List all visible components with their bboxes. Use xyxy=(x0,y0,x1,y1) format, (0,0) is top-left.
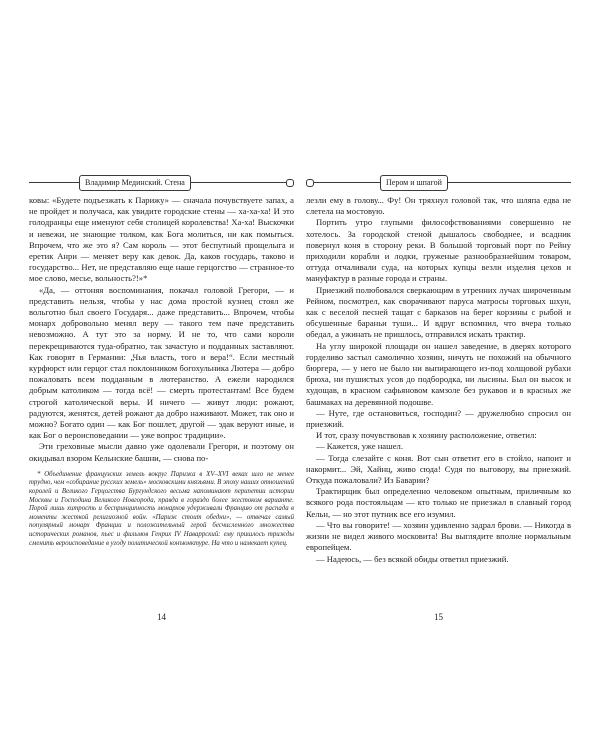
header-title: Пером и шпагой xyxy=(380,175,448,191)
right-running-header xyxy=(306,176,571,188)
paragraph: — Надеюсь, — без всякой обиды ответил приезжий. xyxy=(316,553,509,564)
paragraph: — Что вы говорите! — хозяин удивленно задрал брови. — Никогда в жизни не видел живого московита! Вы выглядите вполне нормальным европейцем. xyxy=(306,519,571,553)
header-title: Владимир Мединский. Стена xyxy=(79,175,191,191)
page-number: 14 xyxy=(157,612,166,622)
header-ornament xyxy=(286,179,294,187)
paragraph: Портить утро глупыми философствованиями совершенно не хотелось. За городской стеной дышалось свободнее, и всадник повернул коня в сторону реки. В большой торговый порт по Рейну приходили корабли и лодки, груженые разнообразнейшим товаром, оттуда отчаливали суда, на которых купцы везли изделия цехов и мануфактур в разные города и страны. xyxy=(306,217,571,284)
paragraph: «Да, — оттоняя воспоминания, покачал головой Грегори, — и представить нельзя, чтобы у нас дома простой кузнец стоял же вольготно был своего Государя... даже представить... Впрочем, чтобы монарх добровольно менял веру — такого тем паче представить невозможно. А тут это за норму. И не то, что сами короли перекрещиваются туда-обратно, так зачастую и подданных заставляют. Как говорят в Германии: „Чья власть, того и вера!“. Если местный курфюрст или герцог стал поклонником богохульника Лютера — добро пожаловать всем подданным в лютеранство. А ежели народился добрым католиком — тогда всё! — смерть протестантам! Все будем строгой католической веры. И ничего — живут люди: рожают, радуются, женятся, детей рожают да добро наживают. Может, так оно и можно? Богато один — как Бог пошлет, другой — эдак веруют иные, и как Бог о вероисповедании — уже вопрос традиции». xyxy=(29,284,294,441)
left-page xyxy=(29,176,294,622)
paragraph: Трактирщик был определенно человеком опытным, приличным ко всякого рода постояльцам — кто только не приезжал в славный город Кельн, — но этот путник все его изумил. xyxy=(306,486,571,519)
left-running-header xyxy=(29,176,294,188)
footnote xyxy=(29,471,294,548)
paragraph: — Нуте, где остановиться, господин? — дружелюбно спросил он приезжий. xyxy=(306,407,571,430)
left-body-text xyxy=(29,195,294,464)
right-page xyxy=(306,176,571,622)
footnote-text: * Объединение французских земель вокруг Парижа в XV–XVI веках шло не менее трудно, чем «собирание русских земель» московскими князьями. В эпоху наших отношений королей и Великого Герцогства Бургундского весьма напоминают перипетии истории Москвы и Господина Великого Новгорода, правда в гораздо более жестоком варианте. Порой лишь хитрость и беспринципность монархов удерживали Францию от распада в моменты жесткой религиозной войн. «Париж стоит обедни», — отвечал самый популярный монарх Франции и положительный герой бесчисленного множества исторических романов, пьес и фильмов Генрих IV Наваррский: ему пришлось трижды сменить вероисповедание в угоду политической конъюнктуре. На что и намекает купец. xyxy=(29,470,294,547)
paragraph: — Тогда слезайте с коня. Вот сын ответит его в стойло, напоит и накормит... Эй, Хайнц, живо сюда! Судя по выговору, вы приезжий. Откуда пожаловали? Из Баварии? xyxy=(306,452,571,486)
paragraph: ковы: «Будете подъезжать к Парижу» — сначала почувствуете запах, а не пройдет и получаса, как увидите городские стены — ха-ха-ха! И это голодранцы еще именуют себя столицей королевства! Ха-ха! Выскочки и невежи, не знающие толком, как Бога молиться, ни как помыться. Впрочем, что же это я? Сам король — этот беспутный прощелыга и еретик Анри — меняет веру как девок. Да, каков государь, таково и государство... Нет, не представляю еще наше герцогство — странное-то мое слово, месье, вольность?!»* xyxy=(29,195,294,284)
paragraph: Эти греховные мысли давно уже одолевали Грегори, и поэтому он окидывал взором Кельнские башни, — снова по- xyxy=(29,441,294,463)
paragraph: На углу широкой площади он нашел заведение, в дверях которого горделиво застыл самолично хозяин, ничуть не похожий на обычного бюргера, — у него не было ни выпирающего из-под холщовой рубахи брюха, ни пушистых усов до подбородка, ни лысины. Был он высок и худощав, в красном сафьяновом камзоле без рукавов и в красных же башмаках на деревянной подошве. xyxy=(306,340,571,407)
page-number: 15 xyxy=(434,612,443,622)
paragraph: лезли ему в голову... Фу! Он тряхнул головой так, что шляпа едва не слетела на мостовую. xyxy=(306,195,571,217)
header-ornament xyxy=(306,179,314,187)
right-body-text xyxy=(306,195,571,565)
paragraph: — Кажется, уже нашел. xyxy=(316,441,403,452)
paragraph: Приезжий полюбовался сверкающим в утренних лучах широченным Рейном, посмотрел, как сворачивают паруса матросы торговых шхун, как с веселой песней тащат с барказов на берег корзины с рыбой и обсушенные бараньи туши... И вдруг вспомнил, что вчера только обедал, а ужинать не пришлось, отправился искать трактир. xyxy=(306,284,571,340)
paragraph: И тот, сразу почувствовав к хозяину расположение, ответил: xyxy=(316,430,537,441)
